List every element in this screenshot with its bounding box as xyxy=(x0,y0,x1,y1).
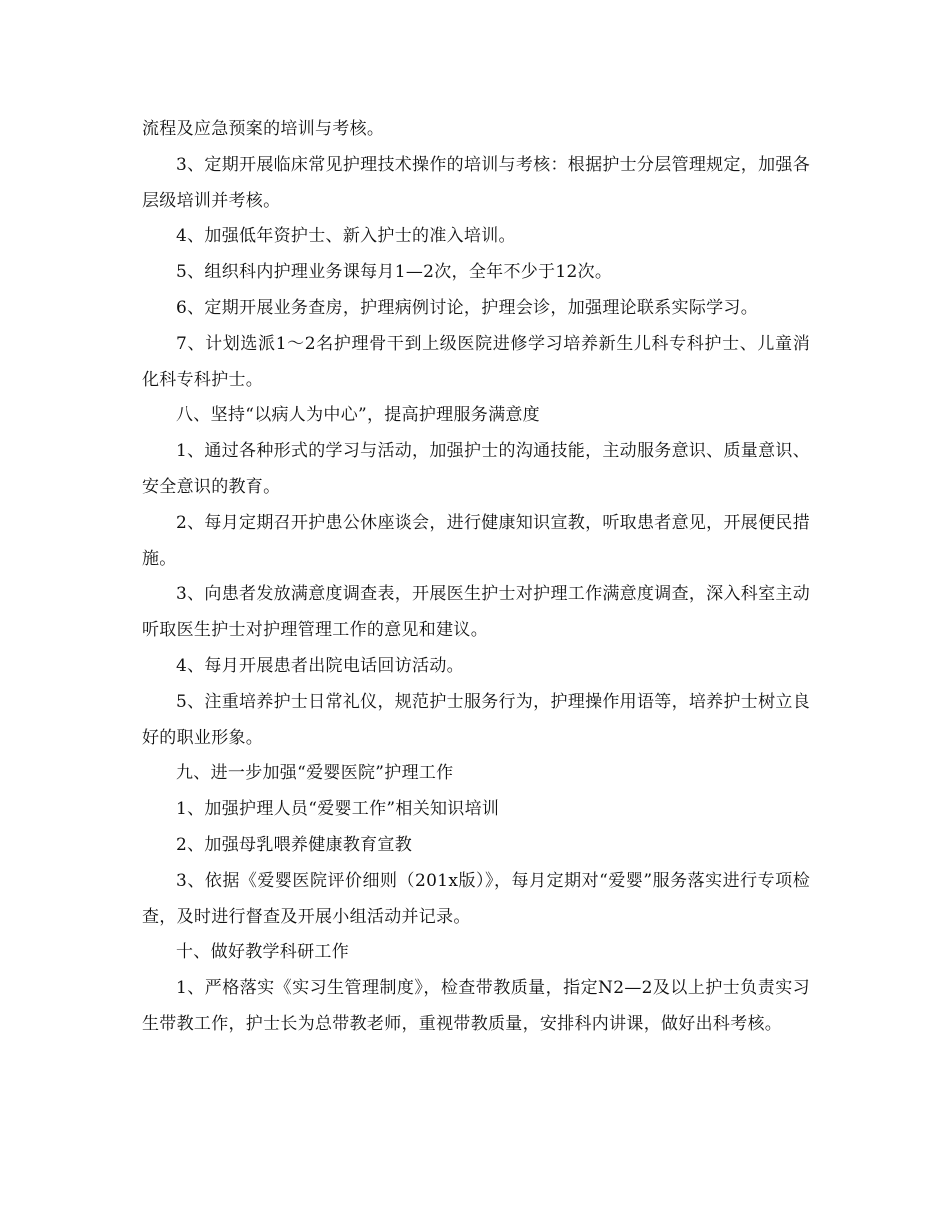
section-heading: 十、做好教学科研工作 xyxy=(176,942,349,963)
section-heading: 八、坚持“以病人为中心”，提高护理服务满意度 xyxy=(176,405,540,426)
paragraph: 1、严格落实《实习生管理制度》，检查带教质量，指定N2—2及以上护士负责实习生带教工作，护士长为总带教老师，重视带教质量，安排科内讲课，做好出科考核。 xyxy=(142,978,810,1034)
paragraph: 7、计划选派1～2名护理骨干到上级医院进修学习培养新生儿科专科护士、儿童消化科专科护士。 xyxy=(142,333,810,390)
paragraph: 6、定期开展业务查房，护理病例讨论，护理会诊，加强理论联系实际学习。 xyxy=(176,297,759,318)
paragraph: 1、通过各种形式的学习与活动，加强护士的沟通技能，主动服务意识、质量意识、安全意识的教育。 xyxy=(142,441,810,497)
paragraph: 流程及应急预案的培训与考核。 xyxy=(142,119,385,139)
paragraph: 2、加强母乳喂养健康教育宣教 xyxy=(176,834,413,855)
section-heading: 九、进一步加强“爱婴医院”护理工作 xyxy=(176,763,454,784)
paragraph: 4、加强低年资护士、新入护士的准入培训。 xyxy=(176,226,516,247)
paragraph: 3、向患者发放满意度调查表，开展医生护士对护理工作满意度调查，深入科室主动听取医生护士对护理管理工作的意见和建议。 xyxy=(142,584,810,641)
paragraph: 5、组织科内护理业务课每月1—2次，全年不少于12次。 xyxy=(176,262,613,283)
paragraph: 1、加强护理人员“爱婴工作”相关知识培训 xyxy=(176,799,500,820)
paragraph: 5、注重培养护士日常礼仪，规范护士服务行为，护理操作用语等，培养护士树立良好的职业形象。 xyxy=(142,691,810,748)
paragraph: 3、依据《爱婴医院评价细则（201x版）》，每月定期对“爱婴”服务落实进行专项检查，及时进行督查及开展小组活动并记录。 xyxy=(142,870,810,927)
document-body xyxy=(142,112,810,1043)
paragraph: 2、每月定期召开护患公休座谈会，进行健康知识宣教，听取患者意见，开展便民措施。 xyxy=(142,512,810,569)
paragraph: 3、定期开展临床常见护理技术操作的培训与考核：根据护士分层管理规定，加强各层级培训并考核。 xyxy=(142,154,810,211)
paragraph: 4、每月开展患者出院电话回访活动。 xyxy=(176,655,464,676)
